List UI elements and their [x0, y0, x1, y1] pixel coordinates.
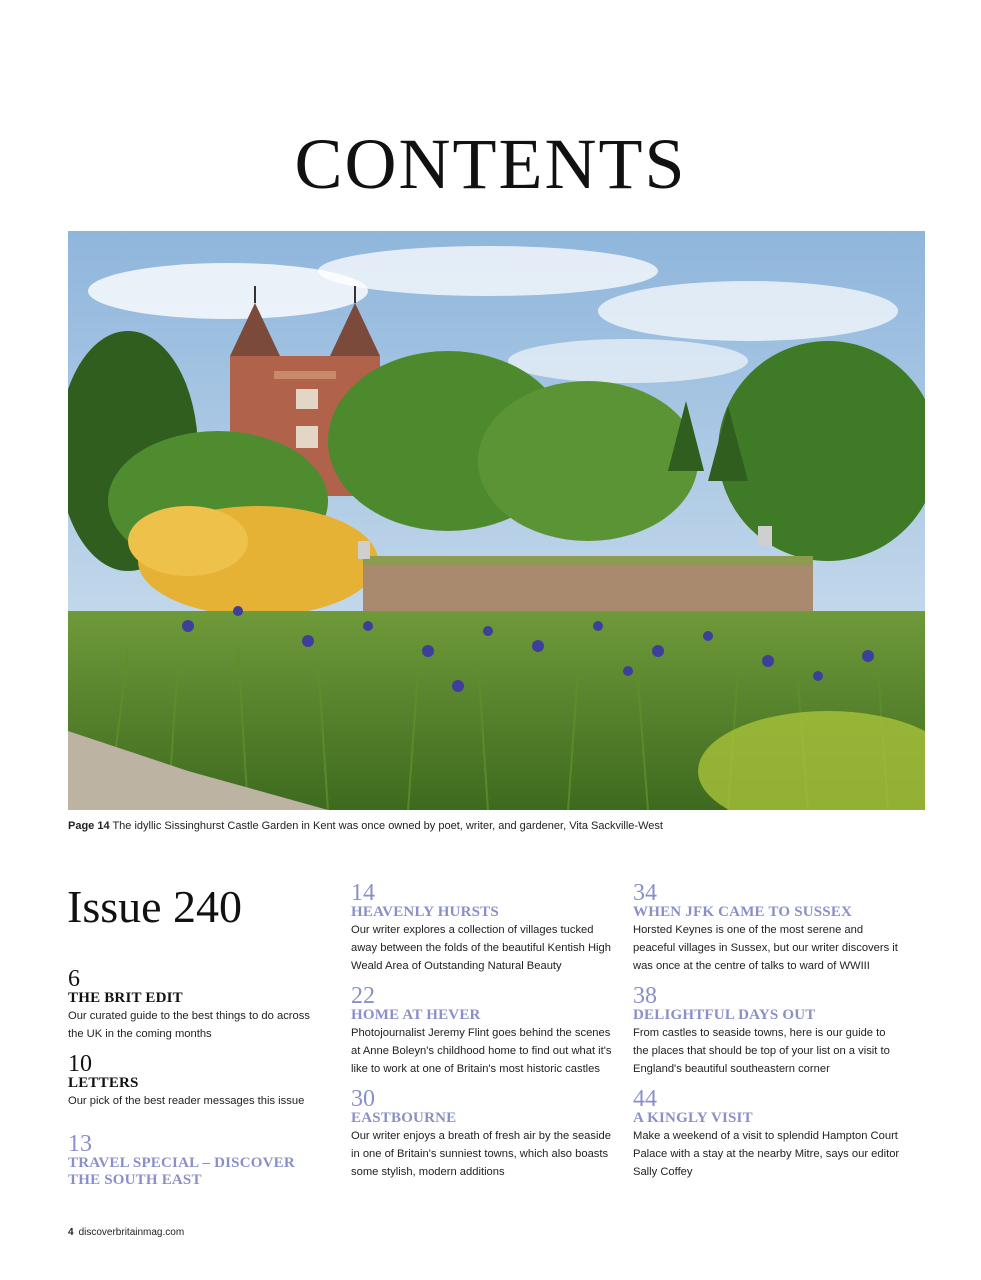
entry-heading: THE BRIT EDIT: [68, 990, 183, 1006]
entry-page-number: 34: [633, 880, 657, 906]
entry-description: From castles to seaside towns, here is our guide to the places that should be top of your list on a visit to England's beautiful southeastern corner: [633, 1027, 890, 1075]
entry-description: Photojournalist Jeremy Flint goes behind the scenes at Anne Boleyn's childhood home to find out what it's like to work at one of Britain's most historic castles: [351, 1027, 612, 1075]
entry-page-number: 38: [633, 983, 657, 1009]
entry-heading: A KINGLY VISIT: [633, 1110, 753, 1126]
contents-entry[interactable]: [633, 1088, 903, 1181]
caption-text: The idyllic Sissinghurst Castle Garden in Kent was once owned by poet, writer, and gardener, Vita Sackville-West: [112, 820, 663, 832]
entry-heading: WHEN JFK CAME TO SUSSEX: [633, 904, 853, 920]
footer-page-number: 4: [68, 1227, 74, 1238]
entry-description: Our writer enjoys a breath of fresh air by the seaside in one of Britain's sunniest towns, which also boasts some stylish, modern additions: [351, 1130, 611, 1178]
entry-description: Our writer explores a collection of villages tucked away between the folds of the beautiful Kentish High Weald Area of Outstanding Natural Beauty: [351, 924, 611, 972]
contents-entry[interactable]: [633, 882, 903, 975]
contents-entry[interactable]: [68, 1133, 318, 1189]
entry-description: Horsted Keynes is one of the most serene and peaceful villages in Sussex, but our writer discovers it was once at the centre of talks to ward of WWIII: [633, 924, 898, 972]
contents-column-middle: [351, 882, 619, 1191]
contents-entry[interactable]: [68, 968, 318, 1043]
entry-description: Make a weekend of a visit to splendid Hampton Court Palace with a stay at the nearby Mitre, says our editor Sally Coffey: [633, 1130, 900, 1178]
entry-description: Our pick of the best reader messages this issue: [68, 1095, 305, 1107]
page-footer: [68, 1227, 184, 1238]
issue-number: Issue 240: [67, 881, 243, 932]
entry-heading: EASTBOURNE: [351, 1110, 457, 1126]
contents-entry[interactable]: [633, 985, 903, 1078]
contents-entry[interactable]: [68, 1053, 318, 1110]
entry-page-number: 10: [68, 1051, 92, 1077]
entry-heading: HOME AT HEVER: [351, 1007, 481, 1023]
contents-entry[interactable]: [351, 1088, 619, 1181]
page-title: CONTENTS: [294, 124, 687, 204]
entry-heading: TRAVEL SPECIAL – DISCOVER THE SOUTH EAST: [68, 1155, 295, 1188]
caption-page-ref: Page 14: [68, 820, 110, 832]
entry-heading: LETTERS: [68, 1075, 139, 1091]
entry-description: Our curated guide to the best things to do across the UK in the coming months: [68, 1010, 310, 1040]
hero-photo: [68, 231, 925, 810]
entry-page-number: 44: [633, 1086, 657, 1112]
contents-column-right: [633, 882, 903, 1191]
entry-page-number: 13: [68, 1131, 92, 1157]
castle-garden-illustration: [68, 231, 925, 810]
entry-page-number: 22: [351, 983, 375, 1009]
entry-page-number: 30: [351, 1086, 375, 1112]
photo-caption: [68, 820, 928, 832]
entry-heading: DELIGHTFUL DAYS OUT: [633, 1007, 816, 1023]
contents-entry[interactable]: [351, 882, 619, 975]
contents-column-left-special: [68, 1133, 318, 1199]
entry-heading: HEAVENLY HURSTS: [351, 904, 499, 920]
footer-website-link[interactable]: discoverbritainmag.com: [78, 1227, 185, 1238]
contents-column-left: [68, 968, 318, 1120]
entry-page-number: 14: [351, 880, 375, 906]
contents-entry[interactable]: [351, 985, 619, 1078]
entry-page-number: 6: [68, 966, 80, 992]
